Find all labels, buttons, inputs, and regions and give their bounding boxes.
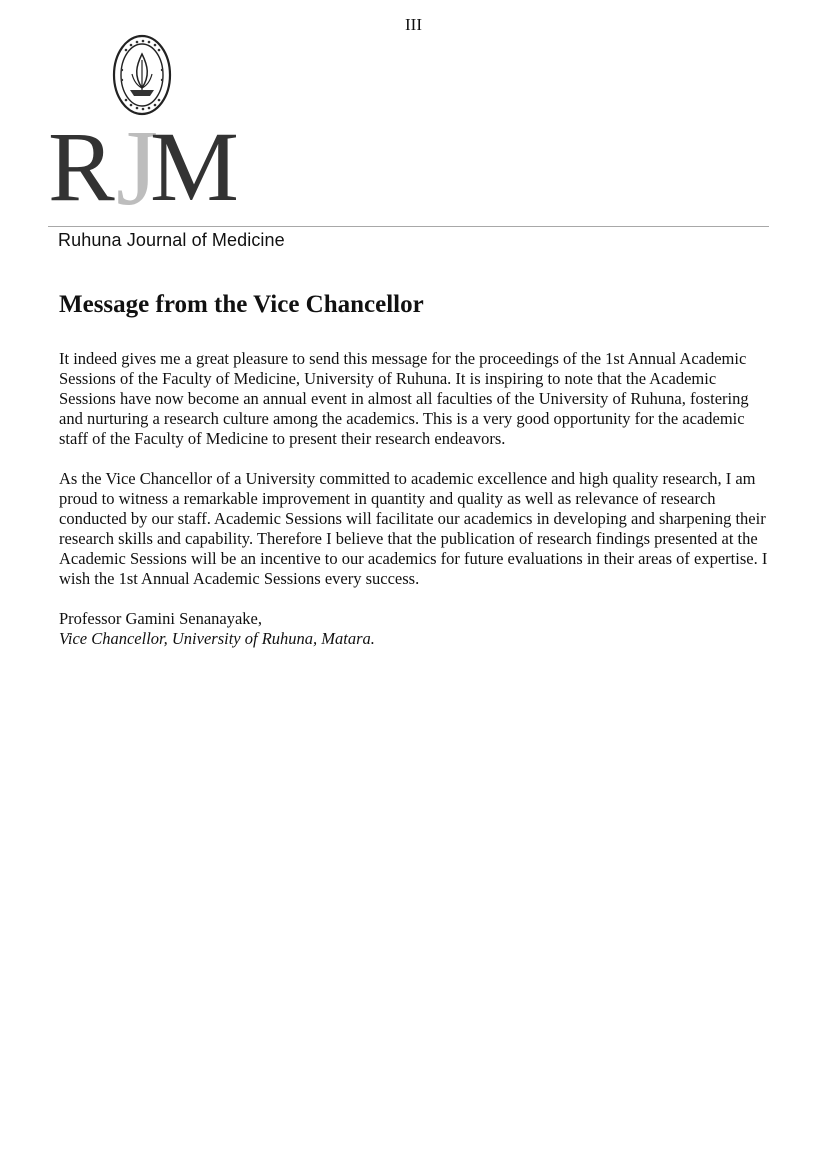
signature-title: Vice Chancellor, University of Ruhuna, Matara. bbox=[59, 629, 375, 648]
journal-name: Ruhuna Journal of Medicine bbox=[58, 230, 285, 250]
svg-text:M: M bbox=[150, 112, 239, 222]
university-emblem-icon bbox=[112, 34, 172, 116]
signature bbox=[59, 609, 771, 649]
rjm-logo bbox=[46, 112, 266, 224]
page-number: III bbox=[405, 15, 422, 34]
signature-name: Professor Gamini Senanayake, bbox=[59, 609, 262, 628]
header-rule bbox=[48, 226, 769, 227]
svg-text:J: J bbox=[116, 112, 159, 224]
message-body bbox=[59, 349, 771, 649]
svg-text:R: R bbox=[48, 112, 115, 222]
paragraph: As the Vice Chancellor of a University committed to academic excellence and high quality research, I am proud to witness a remarkable improvement in quantity and quality as well as relevance of research conducted by our staff. Academic Sessions will facilitate our academics in developing and sharpening their research skills and capability. Therefore I believe that the publication of research findings presented at the Academic Sessions will be an incentive to our academics for future evaluations in their areas of expertise. I wish the 1st Annual Academic Sessions every success. bbox=[59, 469, 768, 588]
paragraph: It indeed gives me a great pleasure to send this message for the proceedings of the 1st Annual Academic Sessions of the Faculty of Medicine, University of Ruhuna. It is inspiring to note that the Academic Sessions have now become an annual event in almost all faculties of the University of Ruhuna, fostering and nurturing a research culture among the academics. This is a very good opportunity for the academic staff of the Faculty of Medicine to present their research endeavors. bbox=[59, 349, 749, 448]
page-title: Message from the Vice Chancellor bbox=[59, 291, 424, 318]
